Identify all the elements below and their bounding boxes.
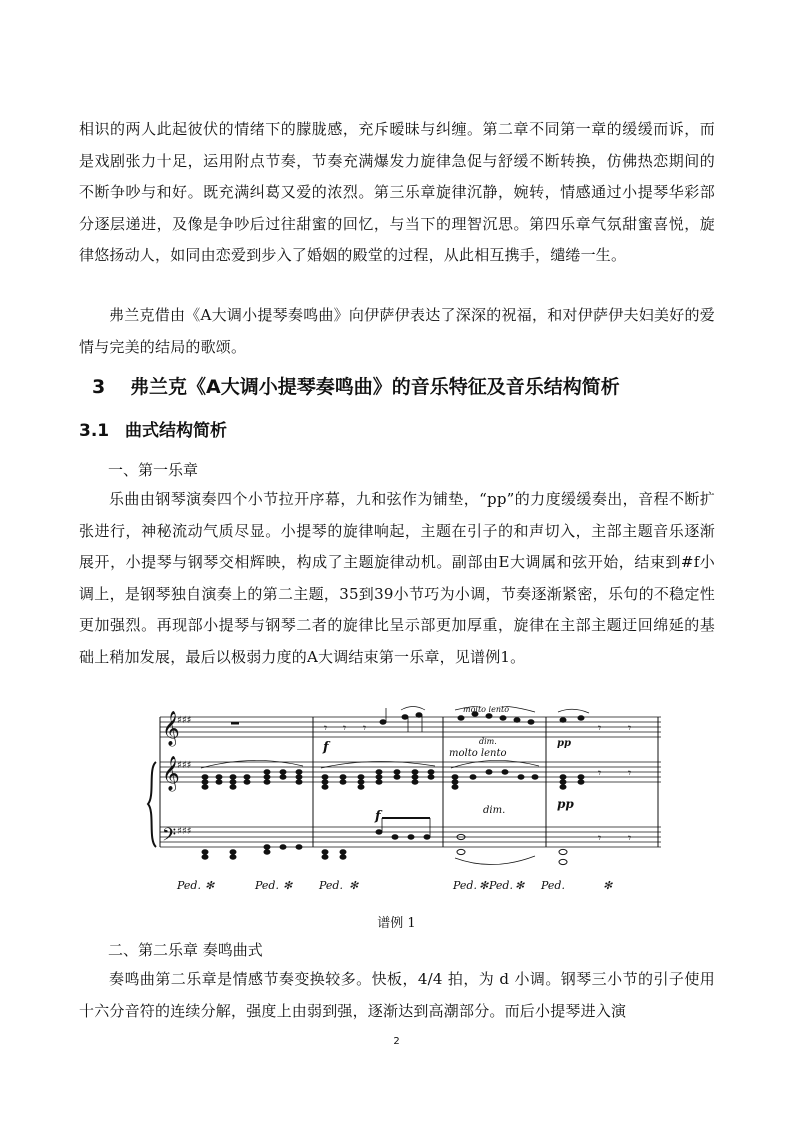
piano-bass-notes	[202, 818, 631, 865]
dynamic-markings	[322, 706, 574, 824]
svg-text:𝄾: 𝄾	[628, 721, 632, 735]
pedal-release-icon: ✻	[515, 879, 525, 892]
paragraph-dedication: 弗兰克借由《A大调小提琴奏鸣曲》向伊萨伊表达了深深的祝福，和对伊萨伊夫妇美好的爱情与完美的结局的歌颂。	[79, 306, 715, 356]
section-heading	[92, 372, 620, 399]
music-score-example	[143, 706, 661, 901]
svg-text:𝄾: 𝄾	[598, 721, 602, 735]
page-number: 2	[393, 1036, 400, 1047]
pedal-marking: Ped.	[489, 879, 513, 892]
subsection-number: 3.1	[79, 421, 110, 441]
pedal-marking: Ped.	[319, 879, 343, 892]
svg-text:𝄾: 𝄾	[628, 766, 632, 780]
pedal-release-icon: ✻	[283, 879, 293, 892]
treble-clef-icon: 𝄞	[162, 756, 180, 791]
pedal-release-icon: ✻	[349, 879, 359, 892]
section-number: 3	[92, 376, 106, 398]
forte-marking: f	[375, 809, 381, 824]
treble-clef-icon: 𝄞	[162, 711, 180, 746]
svg-text:𝄾: 𝄾	[628, 831, 632, 845]
svg-text:𝄾: 𝄾	[363, 721, 367, 735]
paragraph-movements-summary: 相识的两人此起彼伏的情绪下的朦胧感，充斥暧昧与纠缠。第二章不同第一章的缓缓而诉，而是戏剧张力十足，运用附点节奏，节奏充满爆发力旋律急促与舒缓不断转换，仿佛热恋期间的不断争吵与和好。既充满纠葛又爱的浓烈。第三乐章旋律沉静，婉转，情感通过小提琴华彩部分逐层递进，及像是争吵后过往甜蜜的回忆，与当下的理智沉思。第四乐章气氛甜蜜喜悦，旋律悠扬动人，如同由恋爱到步入了婚姻的殿堂的过程，从此相互携手，缱绻一生。	[79, 120, 715, 264]
dim-marking: dim.	[479, 737, 497, 746]
pedal-release-icon: ✻	[603, 879, 613, 892]
paragraph-second-movement: 奏鸣曲第二乐章是情感节奏变换较多。快板，4/4 拍，为 d 小调。钢琴三小节的引子使用十六分音符的连续分解，强度上由弱到强，逐渐达到高潮部分。而后小提琴进入演	[79, 970, 715, 1020]
violin-notes	[231, 706, 631, 735]
section-title: 弗兰克《A大调小提琴奏鸣曲》的音乐特征及音乐结构简析	[130, 376, 620, 398]
svg-text:𝄾: 𝄾	[598, 766, 602, 780]
movement-two-heading: 二、第二乐章 奏鸣曲式	[108, 941, 263, 959]
pedal-marking: Ped.	[453, 879, 477, 892]
bass-clef-icon: 𝄢	[162, 825, 177, 850]
svg-text:𝄾: 𝄾	[598, 831, 602, 845]
sharp-icon: ♯♯♯	[177, 715, 192, 726]
pedal-markings	[176, 879, 613, 892]
svg-text:𝄾: 𝄾	[324, 721, 328, 735]
tempo-marking: molto lento	[463, 706, 510, 714]
paragraph-first-movement: 乐曲由钢琴演奏四个小节拉开序幕，九和弦作为铺垫，“pp”的力度缓缓奏出，音程不断扩张进行，神秘流动气质尽显。小提琴的旋律响起，主题在引子的和声切入，主部主题音乐逐渐展开，小提琴与钢琴交相辉映，构成了主题旋律动机。副部由E大调属和弦开始，结束到#f小调上，是钢琴独自演奏上的第二主题，35到39小节巧为小调，节奏逐渐紧密，乐句的不稳定性更加强烈。再现部小提琴与钢琴二者的旋律比呈示部更加厚重，旋律在主部主题迂回绵延的基础上稍加发展，最后以极弱力度的A大调结束第一乐章，见谱例1。	[79, 490, 715, 666]
tempo-marking: molto lento	[449, 748, 507, 759]
pianissimo-marking: pp	[557, 738, 571, 749]
piano-treble-notes	[201, 760, 631, 789]
subsection-title: 曲式结构简析	[125, 421, 227, 441]
sharp-icon: ♯♯♯	[177, 760, 192, 771]
pedal-release-icon: ✻	[205, 879, 215, 892]
subsection-heading	[79, 416, 227, 441]
pedal-marking: Ped.	[255, 879, 279, 892]
pedal-marking: Ped.	[541, 879, 565, 892]
dim-marking: dim.	[483, 805, 506, 816]
sharp-icon: ♯♯♯	[177, 826, 192, 837]
score-caption: 谱例 1	[377, 916, 416, 931]
pianissimo-marking: pp	[557, 797, 574, 811]
forte-marking: f	[323, 740, 329, 755]
svg-text:𝄾: 𝄾	[343, 721, 347, 735]
violin-staff	[160, 717, 661, 737]
movement-one-heading: 一、第一乐章	[108, 461, 199, 479]
pedal-marking: Ped.	[177, 879, 201, 892]
pedal-release-icon: ✻	[479, 879, 489, 892]
